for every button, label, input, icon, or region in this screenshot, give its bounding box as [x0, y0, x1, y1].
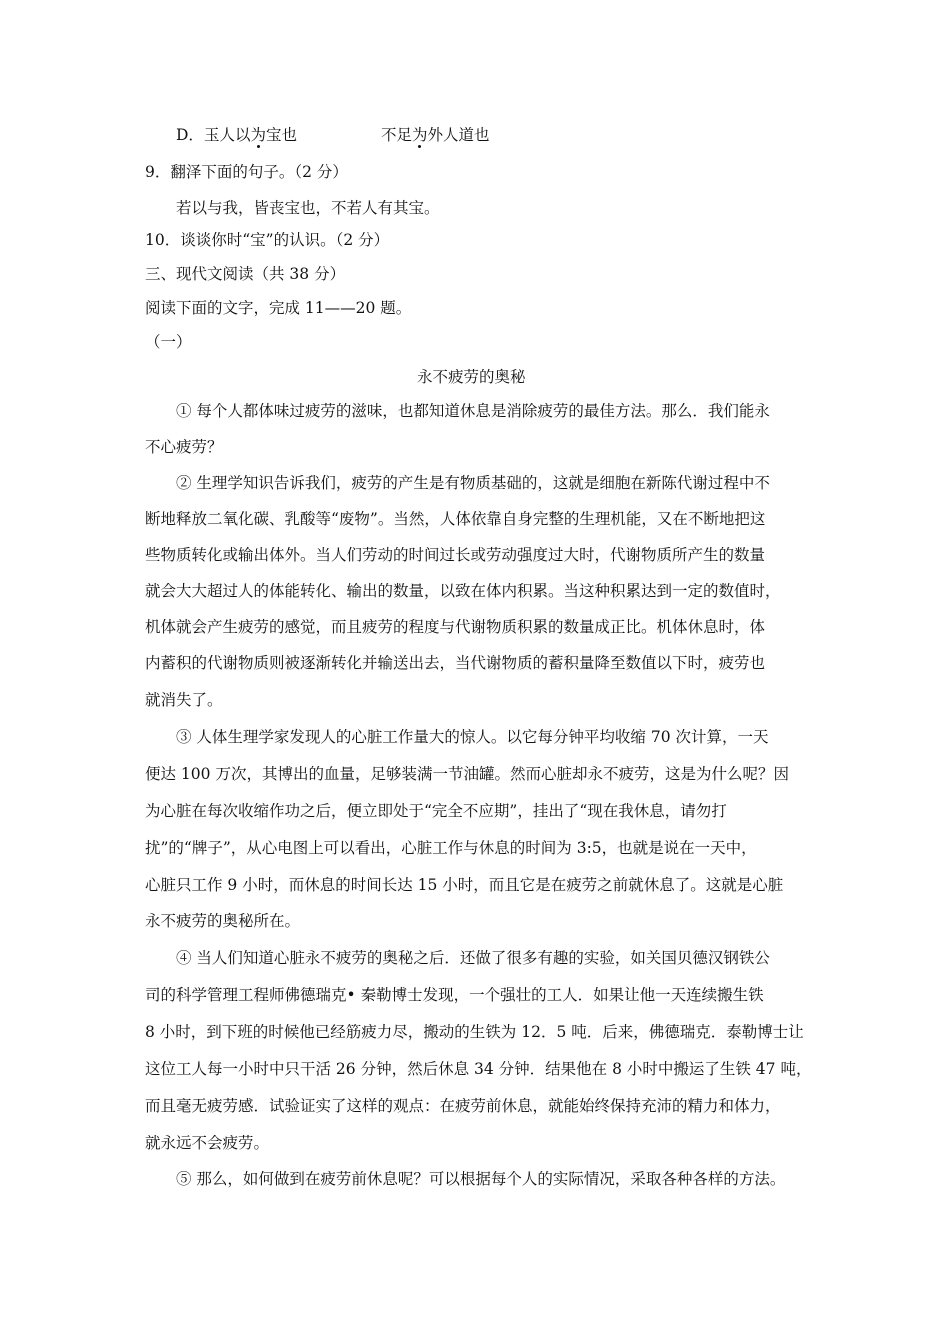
option-d-label: D． [176, 126, 204, 144]
article-line: 机体就会产生疲劳的感觉，而且疲劳的程度与代谢物质积累的数量成正比。机体休息时，体 [145, 618, 766, 636]
question-10-title: 10．谈谈你时“宝”的认识。（2 分） [145, 231, 390, 249]
article-line: 心脏只工作 9 小时，而休息的时间长达 15 小时，而且它是在疲劳之前就休息了。这就是心脏 [145, 876, 784, 894]
article-title: 永不疲劳的奥秘 [417, 368, 526, 386]
article-line: 就会大大超过人的体能转化、输出的数量，以致在体内积累。当这种积累达到一定的数值时， [145, 582, 781, 600]
article-line: 便达 100 万次，其博出的血量，足够装满一节油罐。然而心脏却永不疲劳，这是为什么呢？因 [145, 765, 789, 783]
article-line: 断地释放二氧化碳、乳酸等“废物”。当然，人体依靠自身完整的生理机能，又在不断地把这 [145, 510, 766, 528]
article-line: ③ 人体生理学家发现人的心脏工作量大的惊人。以它每分钟平均收缩 70 次计算，一天 [176, 728, 769, 746]
article-line: ④ 当人们知道心脏永不疲劳的奥秘之后．还做了很多有趣的实验，如关国贝德汉钢铁公 [176, 949, 770, 967]
article-line: ② 生理学知识告诉我们，疲劳的产生是有物质基础的，这就是细胞在新陈代谢过程中不 [176, 474, 770, 492]
option-d-b [381, 125, 490, 145]
option-d-b-emphasis: 为 [412, 126, 428, 144]
article-line: 8 小时，到下班的时候他已经筋疲力尽，搬动的生铁为 12．5 吨．后来，佛德瑞克．泰勒博士让 [145, 1023, 804, 1041]
article-line: 内蓄积的代谢物质则被逐渐转化并输送出去，当代谢物质的蓄积量降至数值以下时，疲劳也 [145, 654, 766, 672]
article-line: 就消失了。 [145, 691, 223, 709]
option-d-b-pre: 不足 [381, 126, 413, 144]
section-3-part: （一） [145, 333, 192, 351]
article-line: 司的科学管理工程师佛德瑞克• 秦勒博士发现，一个强壮的工人．如果让他一天连续搬生铁 [145, 986, 764, 1004]
section-3-heading: 三、现代文阅读（共 38 分） [145, 265, 346, 283]
article-line: ① 每个人都体味过疲劳的滋味，也都知道休息是消除疲劳的最佳方法。那么．我们能永 [176, 402, 770, 420]
article-line: 而且毫无疲劳感．试验证实了这样的观点：在疲劳前休息，就能始终保持充沛的精力和体力， [145, 1097, 781, 1115]
article-line: 这位工人每一小时中只干活 26 分钟，然后休息 34 分钟．结果他在 8 小时中搬运了生铁 47 吨， [145, 1060, 812, 1078]
question-9-sentence: 若以与我，皆丧宝也，不若人有其宝。 [176, 199, 440, 217]
article-line: 不心疲劳？ [145, 438, 223, 456]
option-d-a-pre: 玉人以 [203, 126, 251, 144]
question-9-title: 9．翻泽下面的句子。（2 分） [145, 163, 348, 181]
article-line: 扰”的“牌子”，从心电图上可以看出，心脏工作与休息的时间为 3:5，也就是说在一天中， [145, 839, 757, 857]
article-line: 为心脏在每次收缩作功之后，便立即处于“完全不应期”，挂出了“现在我休息，请勿打 [145, 802, 727, 820]
section-3-instruction: 阅读下面的文字，完成 11——20 题。 [145, 299, 412, 317]
option-d-a-emphasis: 为 [250, 126, 266, 144]
article-line: ⑤ 那么，如何做到在疲劳前休息呢？可以根据每个人的实际情况，采取各种各样的方法。 [176, 1170, 786, 1188]
article-line: 永不疲劳的奥秘所在。 [145, 912, 301, 930]
option-d-a-post: 宝也 [265, 126, 297, 144]
option-d [176, 125, 297, 145]
article-line: 就永远不会疲劳。 [145, 1134, 270, 1152]
option-d-b-post: 外人道也 [427, 126, 490, 144]
article-line: 些物质转化或输出体外。当人们劳动的时间过长或劳动强度过大时，代谢物质所产生的数量 [145, 546, 766, 564]
